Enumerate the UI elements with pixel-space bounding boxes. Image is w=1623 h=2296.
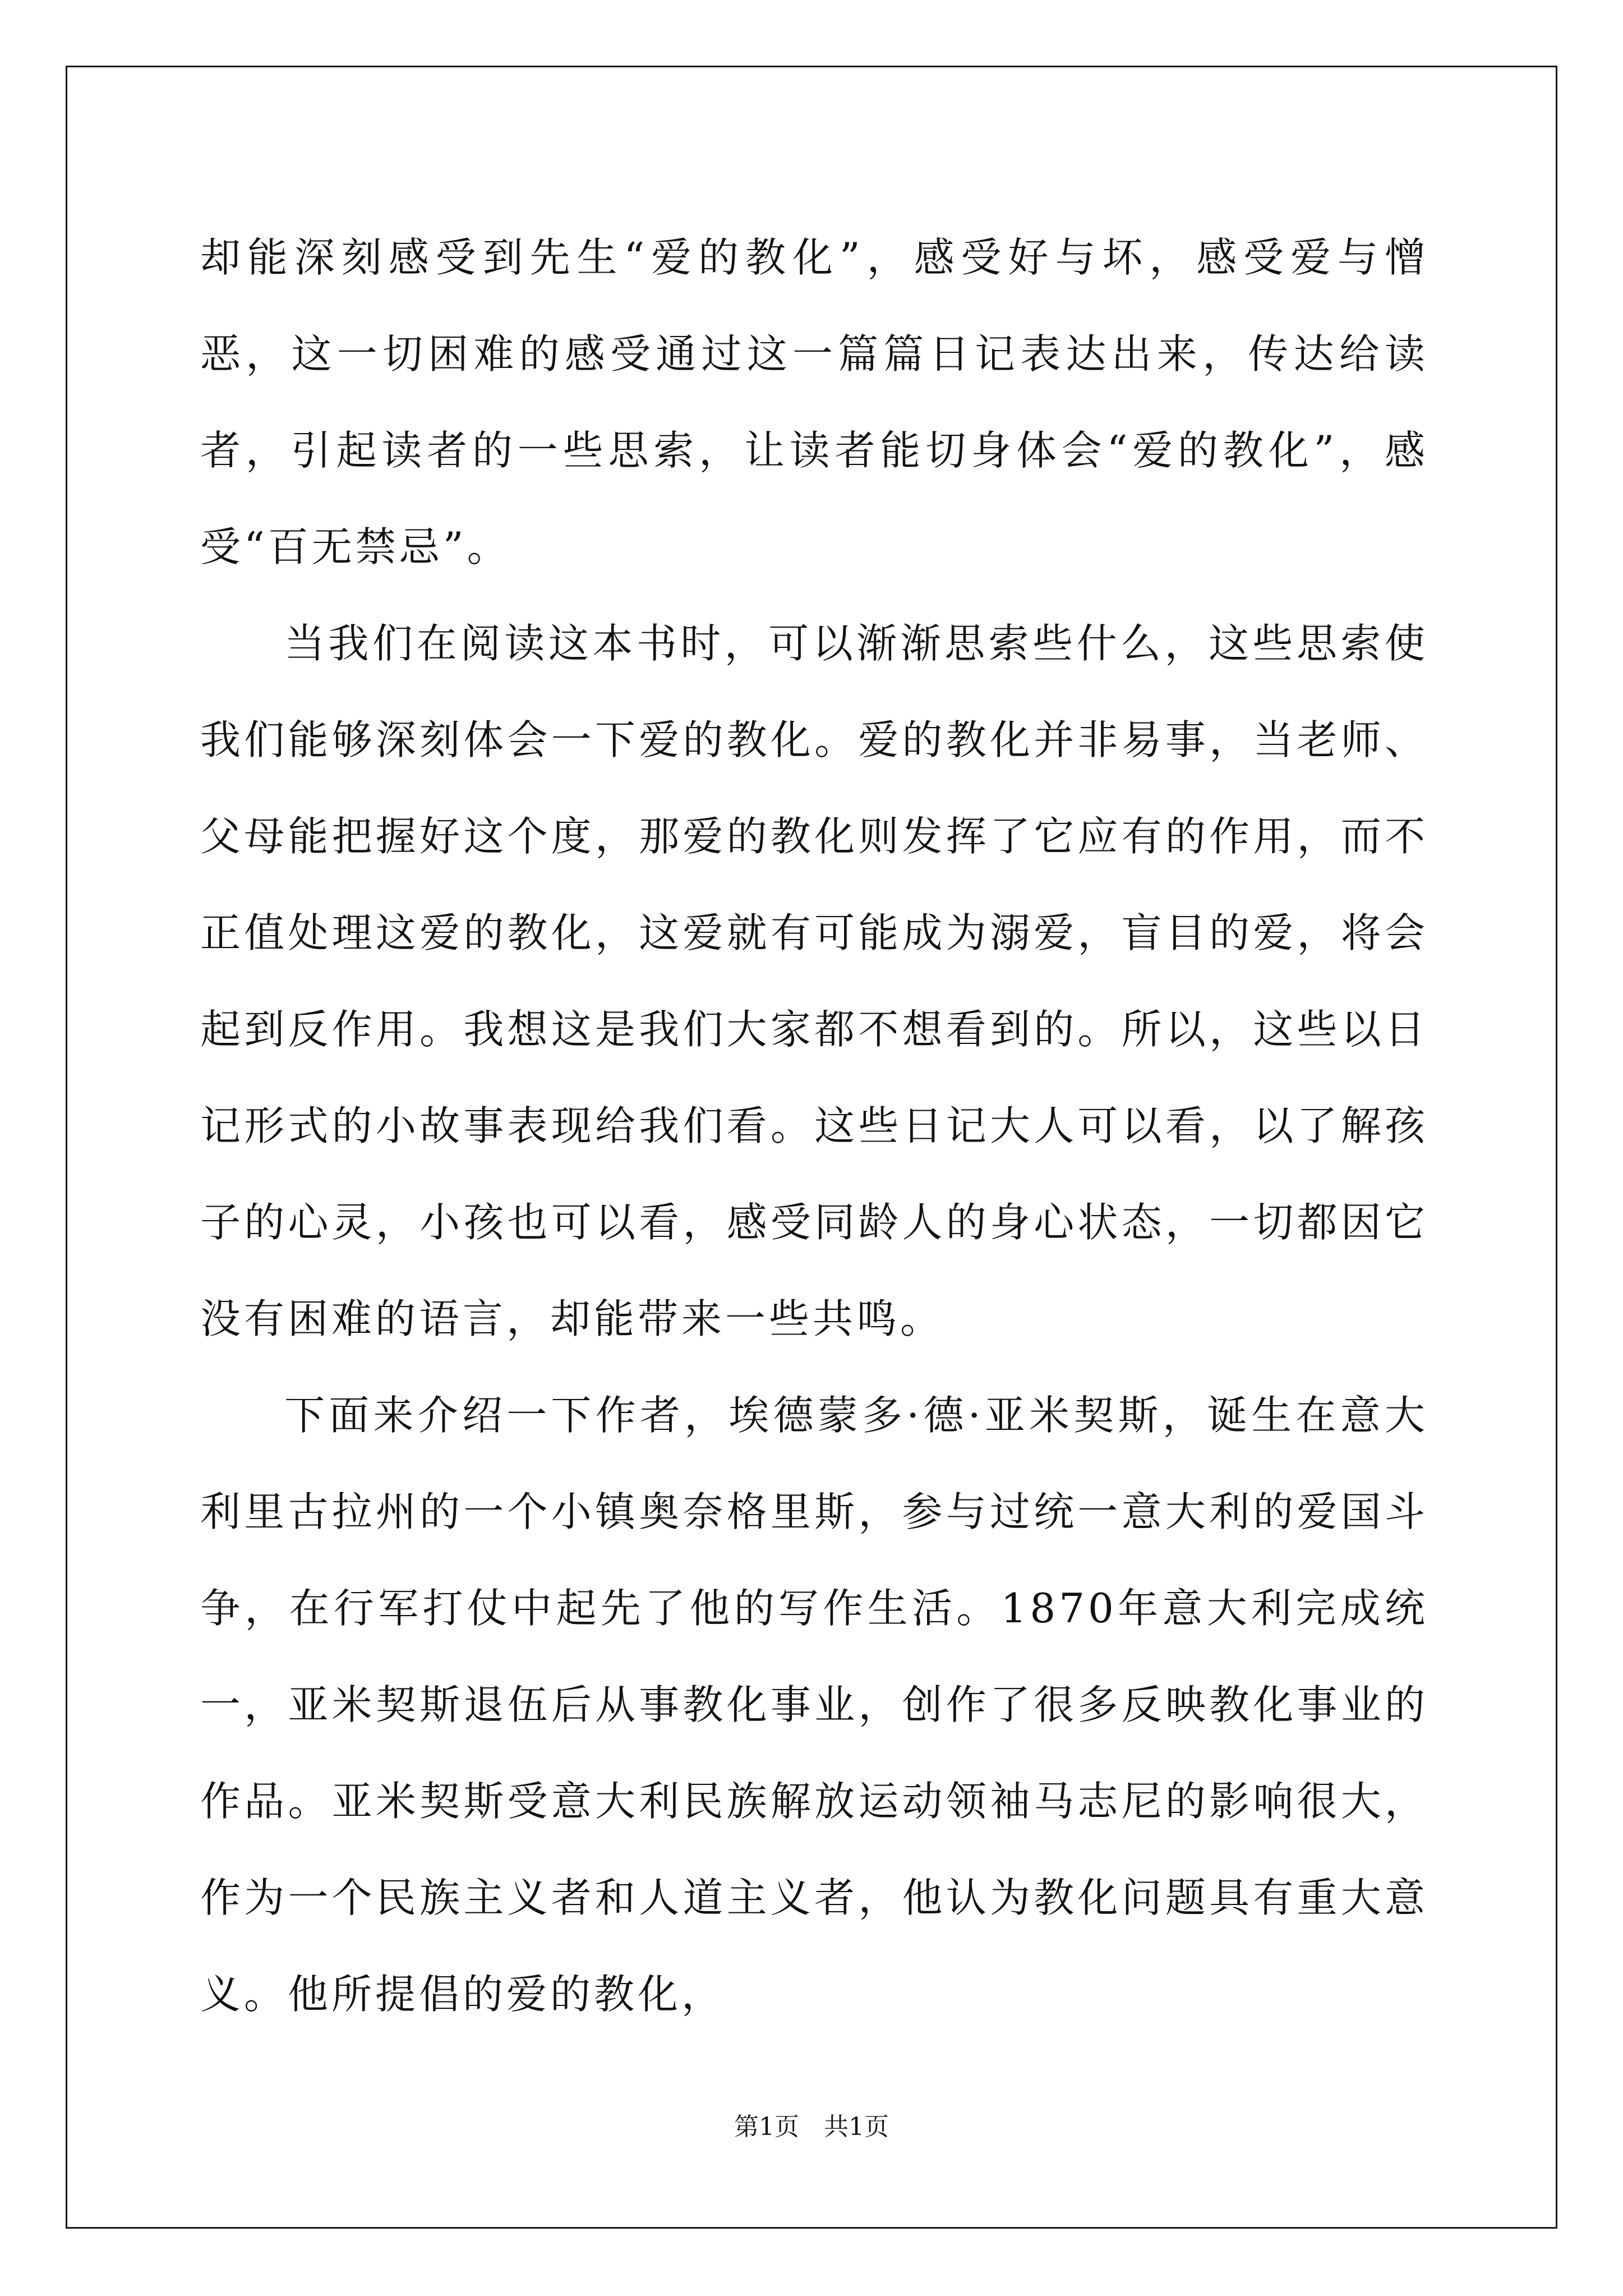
paragraph-1: 却能深刻感受到先生“爱的教化”，感受好与坏，感受爱与憎恶，这一切困难的感受通过这一篇篇日记表达出来，传达给读者，引起读者的一些思索，让读者能切身体会“爱的教化”，感受“百无禁忌”。 — [200, 234, 1428, 570]
page-footer — [0, 2110, 1623, 2144]
page-number: 第1页 — [734, 2113, 799, 2141]
paragraph-2: 当我们在阅读这本书时，可以渐渐思索些什么，这些思索使我们能够深刻体会一下爱的教化。爱的教化并非易事，当老师、父母能把握好这个度，那爱的教化则发挥了它应有的作用，而不正值处理这爱的教化，这爱就有可能成为溺爱，盲目的爱，将会起到反作用。我想这是我们大家都不想看到的。所以，这些以日记形式的小故事表现给我们看。这些日记大人可以看，以了解孩子的心灵，小孩也可以看，感受同龄人的身心状态，一切都因它没有困难的语言，却能带来一些共鸣。 — [200, 620, 1428, 1342]
document-body — [200, 209, 1428, 2042]
page-total: 共1页 — [824, 2113, 889, 2141]
paragraph-3: 下面来介绍一下作者，埃德蒙多·德·亚米契斯，诞生在意大利里古拉州的一个小镇奥奈格里斯，参与过统一意大利的爱国斗争，在行军打仗中起先了他的写作生活。1870年意大利完成统一，亚米契斯退伍后从事教化事业，创作了很多反映教化事业的作品。亚米契斯受意大利民族解放运动领袖马志尼的影响很大，作为一个民族主义者和人道主义者，他认为教化问题具有重大意义。他所提倡的爱的教化， — [200, 1392, 1428, 2018]
